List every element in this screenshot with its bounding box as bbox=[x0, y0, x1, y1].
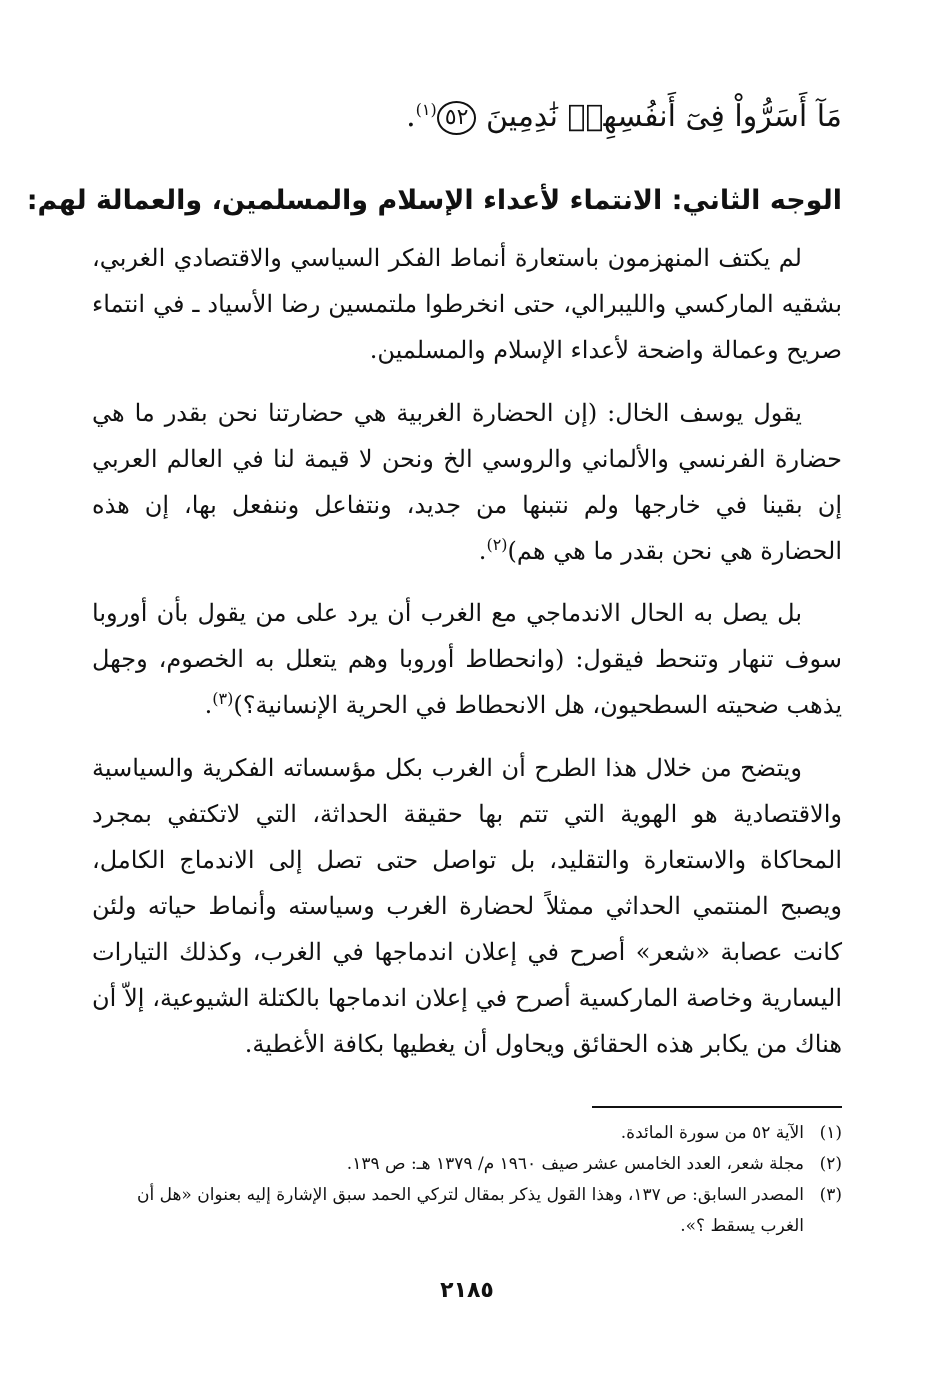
quran-verse bbox=[92, 92, 842, 142]
paragraph-4: ويتضح من خلال هذا الطرح أن الغرب بكل مؤسساته الفكرية والسياسية والاقتصادية هو الهوية التي تتم بها حقيقة الحداثة، التي لاتكتفي بمجرد المحاكاة والاستعارة والتقليد، بل تواصل حتى تصل إلى الاندماج الكامل، ويصبح المنتمي الحداثي ممثلاً لحضارة الغرب وسياسته وأنماط حياته ولئن كانت عصابة «شعر» أصرح في إعلان اندماجها في الغرب، وكذلك التيارات اليسارية وخاصة الماركسية أصرح في إعلان اندماجها بالكتلة الشيوعية، إلاّ أن هناك من يكابر هذه الحقائق ويحاول أن يغطيها بكافة الأغطية. bbox=[92, 754, 842, 1058]
footnote-1 bbox=[92, 1118, 842, 1149]
verse-trailing-period: . bbox=[406, 99, 416, 134]
section-heading: الوجه الثاني: الانتماء لأعداء الإسلام والمسلمين، والعمالة لهم: bbox=[26, 185, 842, 216]
paragraph-3-footnote-ref: (٣) bbox=[212, 689, 234, 708]
paragraph-2-text: يقول يوسف الخال: (إن الحضارة الغربية هي حضارتنا نحن بقدر ما هي حضارة الفرنسي والألماني والروسي الخ ونحن لا قيمة لنا في العالم العربي إن بقينا في خارجها ولم نتبنها من جديد، ونتفاعل وننفعل بها، إن هذه الحضارة هي نحن بقدر ما هي هم) bbox=[92, 399, 842, 565]
paragraph-2 bbox=[92, 390, 842, 574]
footnote-2 bbox=[92, 1149, 842, 1180]
verse-footnote-ref: (١) bbox=[415, 100, 437, 119]
footnote-text: مجلة شعر، العدد الخامس عشر صيف ١٩٦٠ م/ ١٣٧٩ هـ: ص ١٣٩. bbox=[346, 1154, 804, 1174]
paragraph-1: لم يكتف المنهزمون باستعارة أنماط الفكر السياسي والاقتصادي الغربي، بشقيه الماركسي والليبرالي، حتى انخرطوا ملتمسين رضا الأسياد ـ في انتماء صريح وعمالة واضحة لأعداء الإسلام والمسلمين. bbox=[92, 244, 842, 364]
footnote-text: الآية ٥٢ من سورة المائدة. bbox=[620, 1123, 804, 1143]
ayah-number-badge bbox=[437, 101, 477, 135]
paragraph-2-footnote-ref: (٢) bbox=[486, 535, 508, 554]
paragraph-3 bbox=[92, 590, 842, 728]
paragraph-3-period: . bbox=[204, 691, 213, 719]
book-page bbox=[26, 0, 842, 1389]
paragraph-3-text: بل يصل به الحال الاندماجي مع الغرب أن يرد على من يقول بأن أوروبا سوف تنهار وتنحط فيقول: (وانحطاط أوروبا وهم يتعلل به الخصوم، وجهل يذهب ضحيته السطحيون، هل الانحطاط في الحرية الإنسانية؟) bbox=[92, 599, 842, 719]
paragraph-2-period: . bbox=[478, 537, 487, 565]
footnote-text: المصدر السابق: ص ١٣٧، وهذا القول يذكر بمقال لتركي الحمد سبق الإشارة إليه بعنوان «هل أن الغرب يسقط ؟». bbox=[136, 1185, 804, 1236]
ayah-number: ٥٢ bbox=[444, 105, 469, 130]
footnote-separator bbox=[592, 1106, 842, 1108]
footnote-number: (٢) bbox=[819, 1154, 842, 1174]
footnote-number: (١) bbox=[819, 1123, 842, 1143]
verse-text: مَآ أَسَرُّواْ فِىٓ أَنفُسِهِمۡ نَٰدِمِينَ bbox=[485, 99, 842, 134]
footnotes bbox=[92, 1118, 842, 1242]
footnote-number: (٣) bbox=[819, 1185, 842, 1205]
page-number: ٢١٨٥ bbox=[440, 1278, 494, 1303]
footnote-3 bbox=[92, 1180, 842, 1242]
